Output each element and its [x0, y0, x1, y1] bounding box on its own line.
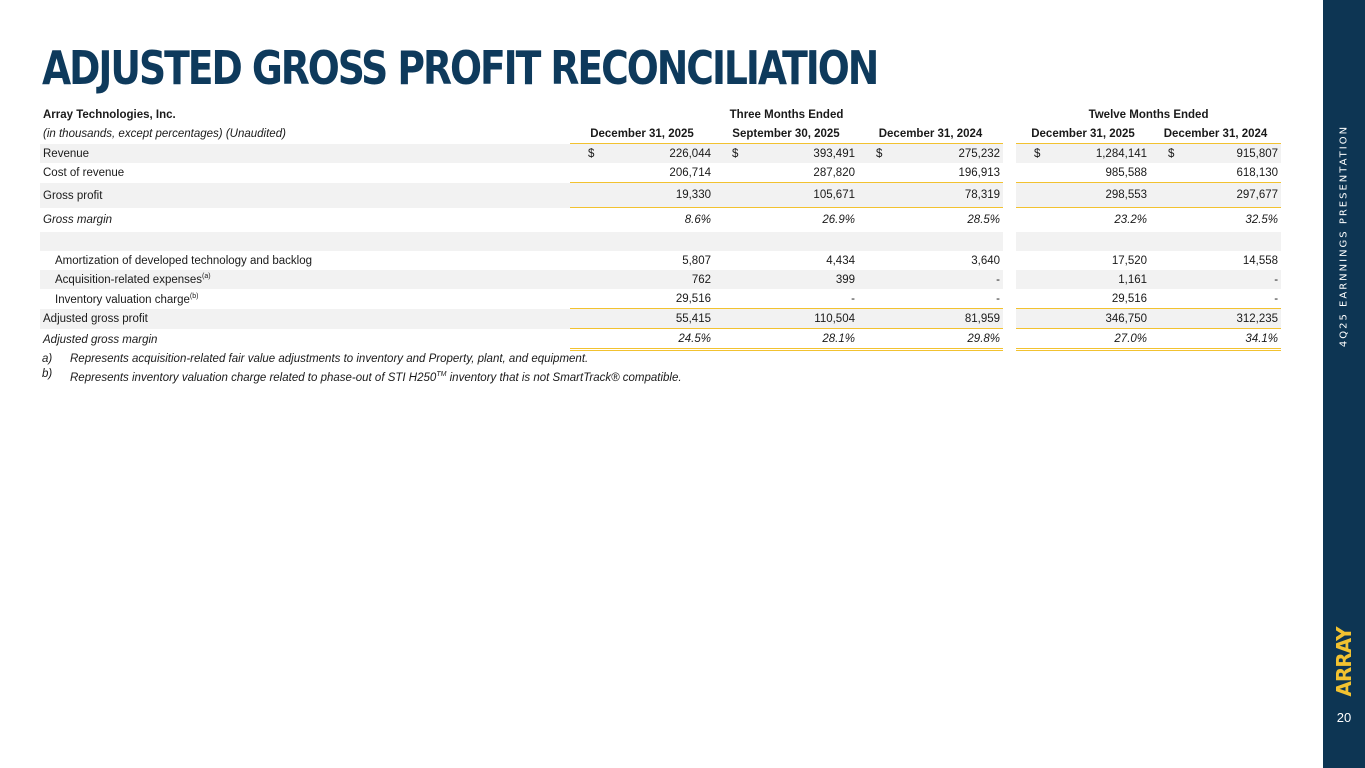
presentation-label: 4Q25 EARNNINGS PRESENTATION: [1338, 124, 1350, 348]
spacer-row: [40, 232, 1281, 251]
column-header-row: [40, 124, 1281, 144]
row-label: Cost of revenue: [43, 167, 125, 179]
table-cell: -: [1150, 270, 1281, 289]
row-label: Gross profit: [40, 183, 570, 208]
trademark-mark: TM: [436, 371, 447, 378]
table-cell: $ 915,807: [1150, 144, 1281, 163]
currency-symbol: $: [732, 147, 739, 160]
table-cell: 312,235: [1150, 309, 1281, 329]
footnote-ref: (a): [202, 273, 211, 280]
table-cell: 26.9%: [822, 214, 855, 226]
three-months-header: Three Months Ended: [729, 108, 844, 121]
table-cell: 29,516: [1016, 289, 1150, 309]
table-cell: 28.5%: [967, 214, 1001, 226]
table-row: [40, 270, 1281, 289]
table-cell: 19,330: [570, 183, 714, 208]
table-cell: 399: [714, 270, 858, 289]
table-cell: 346,750: [1016, 309, 1150, 329]
table-cell: 4,434: [826, 254, 855, 267]
table-cell: 32.5%: [1245, 214, 1279, 226]
table-cell: 55,415: [570, 309, 714, 329]
table-cell: 206,714: [570, 163, 714, 183]
table-cell: 196,913: [858, 163, 1003, 183]
table-row: [40, 183, 1281, 208]
currency-symbol: $: [876, 147, 883, 160]
table-row: [40, 144, 1281, 163]
table-cell: 28.1%: [714, 329, 858, 351]
row-label: Gross margin: [43, 214, 113, 226]
table-cell: 298,553: [1016, 183, 1150, 208]
table-cell: $ 226,044: [570, 144, 714, 163]
table-cell: 762: [570, 270, 714, 289]
table-cell: 5,807: [682, 254, 711, 267]
table-cell: 34.1%: [1150, 329, 1281, 351]
footnote-b: b) Represents inventory valuation charge related to phase-out of STI H250™ inventory that is not SmartTrack® compatible.: [42, 368, 682, 384]
table-cell: 985,588: [1016, 163, 1150, 183]
table-cell: $ 393,491: [714, 144, 858, 163]
table-cell: 29.8%: [858, 329, 1003, 351]
table-cell: 23.2%: [1114, 214, 1148, 226]
footnotes: [42, 352, 682, 386]
currency-symbol: $: [588, 147, 595, 160]
row-label: Amortization of developed technology and backlog: [55, 254, 313, 267]
table-cell: $ 1,284,141: [1016, 144, 1150, 163]
table-row: [40, 163, 1281, 183]
table-row: [40, 208, 1281, 232]
currency-symbol: $: [1168, 147, 1175, 160]
table-cell: -: [858, 270, 1003, 289]
table-cell: 8.6%: [684, 214, 711, 226]
table-row: [40, 251, 1281, 270]
col-header: September 30, 2025: [714, 124, 858, 144]
table-cell: 618,130: [1150, 163, 1281, 183]
row-label: Revenue: [40, 144, 570, 163]
row-label: Acquisition-related expenses$^{(a)}$: [40, 270, 570, 289]
col-header: December 31, 2025: [570, 124, 714, 144]
table-cell: 297,677: [1150, 183, 1281, 208]
table-cell: -: [858, 289, 1003, 309]
table-row: [40, 289, 1281, 309]
table-cell: 287,820: [714, 163, 858, 183]
company-name: Array Technologies, Inc.: [43, 108, 176, 121]
col-header: December 31, 2025: [1016, 124, 1150, 144]
row-label: Adjusted gross margin: [43, 334, 158, 346]
twelve-months-header: Twelve Months Ended: [1088, 108, 1209, 121]
sidebar: [1323, 0, 1365, 768]
table-cell: 24.5%: [570, 329, 714, 351]
table-cell: 1,161: [1016, 270, 1150, 289]
reconciliation-table: [40, 105, 1281, 351]
table-cell: $ 275,232: [858, 144, 1003, 163]
table-header-row: [40, 105, 1281, 124]
col-header: December 31, 2024: [858, 124, 1003, 144]
page-number: 20: [1336, 710, 1352, 725]
table-cell: 17,520: [1111, 254, 1148, 267]
col-header: December 31, 2024: [1150, 124, 1281, 144]
row-label: Inventory valuation charge$^{(b)}$: [55, 292, 199, 306]
table-cell: -: [714, 289, 858, 309]
table-cell: 105,671: [714, 183, 858, 208]
table-cell: 29,516: [570, 289, 714, 309]
table-cell: 81,959: [858, 309, 1003, 329]
table-row: [40, 329, 1281, 351]
table-cell: 78,319: [858, 183, 1003, 208]
table-cell: 3,640: [971, 254, 1001, 267]
table-row: [40, 309, 1281, 329]
row-label: Adjusted gross profit: [40, 309, 570, 329]
footnote-a: a) Represents acquisition-related fair value adjustments to inventory and Property, plant, and equipment.: [42, 353, 589, 365]
table-cell: 27.0%: [1016, 329, 1150, 351]
table-cell: -: [1150, 289, 1281, 309]
table-cell: 110,504: [714, 309, 858, 329]
footnote-ref: (b): [189, 292, 199, 300]
table-cell: 14,558: [1242, 254, 1279, 267]
page-title: ADJUSTED GROSS PROFIT RECONCILIATION: [42, 41, 878, 95]
array-logo: ARRAY: [1332, 627, 1356, 697]
table-subtitle: (in thousands, except percentages) (Unaudited): [43, 128, 286, 140]
currency-symbol: $: [1034, 147, 1041, 160]
